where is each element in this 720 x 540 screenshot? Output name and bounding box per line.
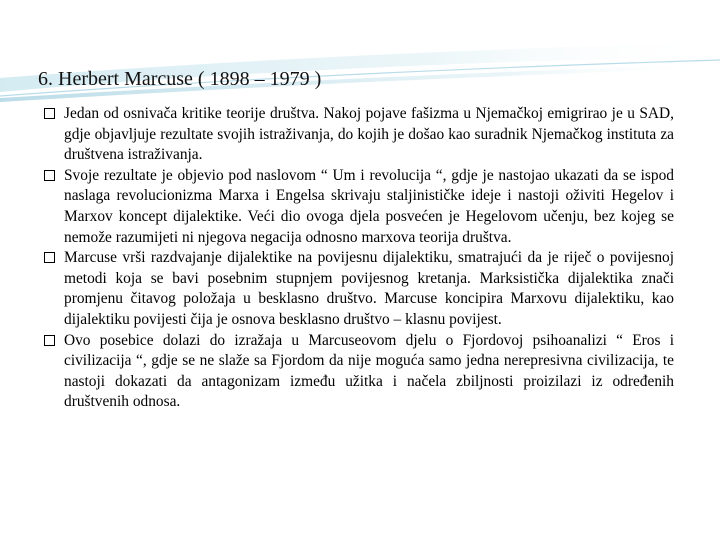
bullet-text: Marcuse vrši razdvajanje dijalektike na povijesnu dijalektiku, smatrajući da je riječ o povijesnoj metodi koja se bavi posebnim stupnjem povijesnog kretanja. Marksistička dijalektika znači promjenu čitavog položaja u besklasno društvo. Marcuse koncipira Marxovu dijalektiku, kao dijalektiku povijesti čija je osnova besklasno društvo – klasnu povijest. xyxy=(64,249,674,328)
bullet-box-icon xyxy=(44,108,55,119)
bullet-item xyxy=(44,331,674,413)
slide-title: 6. Herbert Marcuse ( 1898 – 1979 ) xyxy=(38,68,322,90)
bullet-box-icon xyxy=(44,252,55,263)
bullet-text: Ovo posebice dolazi do izražaja u Marcuseovom djelu o Fjordovoj psihoanalizi “ Eros i civilizacija “, gdje se ne slaže sa Fjordom da nije moguća samo jedna nerepresivna civilizacija, te nastoji dokazati da antagonizam između užitka i načela zbiljnosti proizilazi iz određenih društvenih odnosa. xyxy=(64,331,674,411)
bullet-box-icon xyxy=(44,170,55,181)
bullet-item xyxy=(44,248,674,330)
bullet-text: Jedan od osnivača kritike teorije društva. Nakoj pojave fašizma u Njemačkoj emigrirao je u SAD, gdje objavljuje rezultate svojih istraživanja, do kojih je došao kao suradnik Njemačkog instituta za društvena istraživanja. xyxy=(64,105,674,164)
bullet-box-icon xyxy=(44,335,55,346)
bullet-list xyxy=(44,104,674,413)
bullet-item xyxy=(44,166,674,248)
bullet-item xyxy=(44,104,674,166)
bullet-text: Svoje rezultate je objevio pod naslovom “ Um i revolucija “, gdje je nastojao ukazati da se ispod naslaga revolucionizma Marxa i Engelsa skrivaju staljinističke ideje i nastoji oživiti Hegelov i Marxov koncept dijalektike. Veći dio ovoga djela posvećen je Hegelovom učenju, bez kojeg se nemože razumijeti ni njegova negacija odnosno marxova teorija društva. xyxy=(64,166,674,246)
